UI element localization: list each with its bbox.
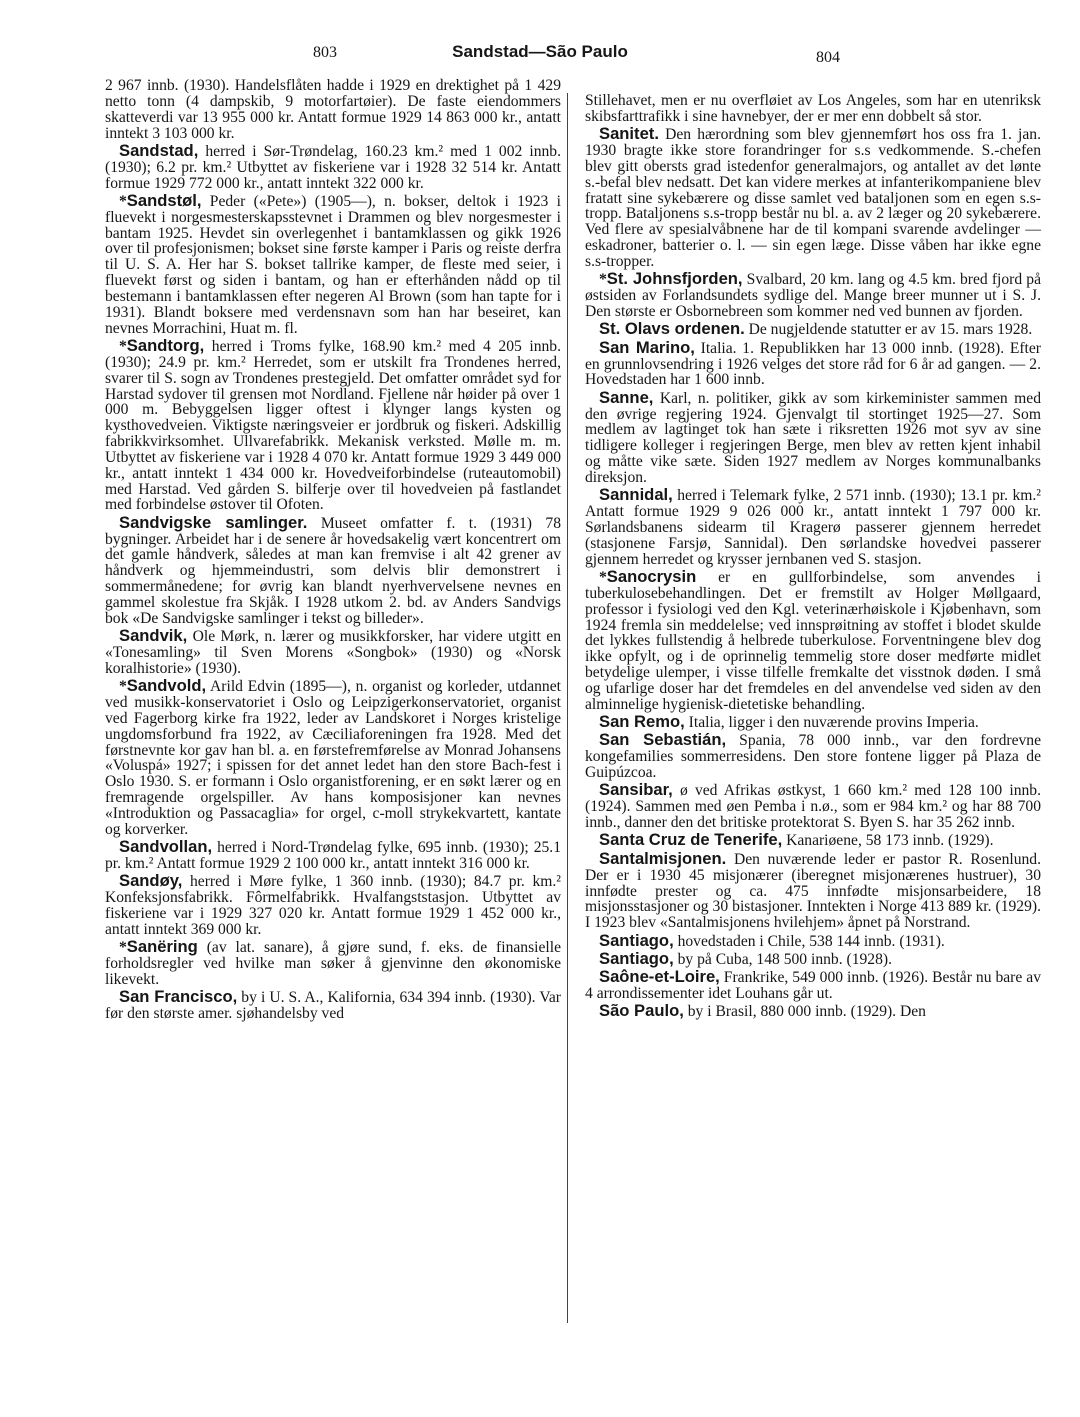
dictionary-entry — [105, 628, 561, 677]
entry-text: Frankrike, 549 000 innb. (1926). Består nu bare av 4 arrondissementer idet Louhans går ut. — [585, 969, 1041, 1003]
dictionary-entry — [105, 939, 561, 988]
entry-text: Kanariøene, 58 173 innb. (1929). — [782, 832, 994, 850]
entry-headword: Santalmisjonen. — [599, 848, 727, 868]
dictionary-entry — [105, 78, 561, 141]
entry-marker: * — [119, 192, 127, 210]
entry-text: hovedstaden i Chile, 538 144 innb. (1931). — [673, 932, 945, 950]
entry-headword: São Paulo, — [599, 1001, 684, 1021]
entry-headword: Sanocrysin — [606, 566, 697, 586]
dictionary-entry — [585, 948, 1041, 968]
dictionary-entry — [585, 337, 1041, 389]
entry-headword: Sanitet. — [599, 124, 659, 144]
dictionary-entry — [585, 93, 1041, 125]
entry-text: Italia. 1. Republikken har 13 000 innb. (1928). Efter en grunnlovsendring i 1926 velges det store råd for 6 år ad gangen. — 2. Hovedstaden har 1 600 innb. — [585, 339, 1041, 389]
dictionary-entry — [105, 512, 561, 627]
entry-headword: St. Johnsfjorden, — [606, 269, 743, 289]
entry-text: herred i Nord-Trøndelag fylke, 695 innb. (1930); 25.1 pr. km.² Antatt formue 1929 2 100 000 kr., antatt inntekt 316 000 kr. — [105, 839, 561, 872]
entry-text: Karl, n. politiker, gikk av som kirkeminister sammen med den øvrige regjering 1924. Gjenvalgt til stortinget 1925—27. Som medlem av lagtinget tok han sæte i riksretten 1926 mot syv av sine tidligere kolleger i regjeringen Berge, men blev av retten kjent inhabil og måtte vike sæte. Siden 1927 medlem av Norges kommunalbanks direksjon. — [585, 389, 1041, 486]
entry-text: Spania, 78 000 innb., var den fordrevne kongefamilies sommerresidens. Den store fontene ligger på Plaza de Guipúzcoa. — [585, 732, 1042, 782]
entry-text: Svalbard, 20 km. lang og 4.5 km. bred fjord på østsiden av Forlandsundets sydlige del. Mange breer munner ut i S. J. Den største er Osbornebreen som kommer ned ved bunnen av fjorden. — [585, 271, 1041, 320]
entry-marker: * — [119, 678, 127, 696]
dictionary-entry — [105, 839, 561, 872]
page-header — [0, 44, 1080, 74]
dictionary-entry — [585, 487, 1041, 567]
dictionary-entry — [585, 1003, 1041, 1020]
entry-text: Museet omfatter f. t. (1931) 78 bygninger. Arbeidet har i de senere år hovedsakelig vært koncentrert om det gamle håndverk, således at man kan fremvise i alt 42 grener av håndverk og hjemmeindustri, som delvis blir demonstrert i sommermånedene; for øvrig kan blandt nyerhvervelsene nevnes en gammel skolestue fra Skjåk. I 1928 utkom 2. bd. av Anders Sandvigs bok «De Sandvigske samlinger i tekst og billeder». — [105, 514, 561, 627]
entry-headword: San Remo, — [599, 712, 685, 732]
entry-headword: San Marino, — [599, 337, 695, 357]
entry-text: herred i Troms fylke, 168.90 km.² med 4 205 innb. (1930); 24.9 pr. km.² Herredet, som er utskilt fra Trondenes herred, svarer til S. sogn av Trondenes prestegjeld. Det omfatter området syd for Harstad sydover til grensen mot Nordland. Fjellene når høider på over 1 000 m. Bebyggelsen ligger oftest i klynger langs kysten og kysthovedveien. Viktigste næringsveier er jordbruk og fiskeri. Adskillig fabrikkvirksomhet. Ullvarefabrikk. Mekanisk verksted. Mølle m. m. Utbyttet av fiskeriene var i 1928 4 070 kr. Antatt formue 1929 3 449 000 kr., antatt inntekt 1 434 000 kr. Hovedveiforbindelse (ruteautomobil) med Harstad. Ved gården S. bilferje over til hovedveien på fastlandet med forbindelse østover til Ofoten. — [105, 338, 561, 514]
dictionary-entry — [585, 969, 1041, 1002]
entry-headword: Santiago, — [599, 930, 674, 950]
dictionary-entry — [585, 732, 1041, 781]
entry-text: Ole Mørk, n. lærer og musikkforsker, har videre utgitt en «Tonesamling» til Sven Morens «Songbok» (1930) og «Norsk koralhistorie» (1930). — [105, 628, 561, 677]
entry-headword: Sanëring — [126, 937, 198, 957]
dictionary-entry — [585, 126, 1041, 270]
entry-text: Den nuværende leder er pastor R. Rosenlund. Der er i 1930 45 misjonærer (iberegnet misjonærenes hustruer), 30 innfødte prester og ca. 475 innfødte misjonsarbeidere, 18 misjonsstasjoner og 30 bistasjoner. Inntekten i Norge 413 889 kr. (1929). I 1923 blev «Santalmisjonens hvilehjem» åpnet på Norstrand. — [585, 850, 1041, 932]
entry-headword: Sandvollan, — [119, 837, 213, 857]
dictionary-entry — [585, 930, 1041, 950]
entry-headword: Sandtorg, — [126, 336, 205, 355]
entry-headword: Sandstad, — [119, 140, 199, 160]
entry-text: De nugjeldende statutter er av 15. mars 1928. — [744, 321, 1033, 339]
dictionary-entry — [585, 387, 1041, 486]
dictionary-entry — [105, 338, 561, 513]
entry-text: by på Cuba, 148 500 innb. (1928). — [673, 950, 892, 968]
entry-headword: San Sebastián, — [599, 730, 727, 750]
entry-headword: San Francisco, — [119, 987, 238, 1007]
entry-headword: Sannidal, — [599, 485, 673, 505]
entry-headword: Sandstøl, — [126, 190, 202, 210]
entry-headword: Santa Cruz de Tenerife, — [599, 830, 783, 850]
entry-headword: Sanne, — [599, 387, 654, 407]
entry-text: Arild Edvin (1895—), n. organist og korleder, utdannet ved musikk-konservatoriet i Oslo og Leipzigerkonservatoriet, organist ved Fagerborg kirke fra 1922, leder av Landskoret i Norges kristelige ungdomsforbund fra 1922, av Cæciliaforeningen fra 1928. Med det førstnevnte kor gav han bl. a. en førstefremførelse av Monrad Johansens «Voluspá» 1927; i spissen for det annet ledet han den store Bach-fest i Oslo 1930. S. er formann i Oslo organistforening, er en søkt lærer og en fremragende orgelspiller. Av hans komposisjoner kan nevnes «Introduktion og Passacaglia» for orgel, c-moll strykekvartett, kantate og korverker. — [105, 678, 561, 838]
entry-marker: * — [119, 939, 127, 957]
dictionary-entry — [585, 832, 1041, 849]
entry-text: Den hærordning som blev gjennemført hos oss fra 1. jan. 1930 bragte ikke store forandringer for s.s vedkommende. S.-chefen blev gitt obersts grad istedenfor generalmajors, og antallet av det lønte s.-befal blev nedsatt. Det kan videre merkes at infanterikompaniene blev fratatt sine sykebærere og disse samlet ved bataljonen som en egen s.s-tropp. Bataljonens s.s-tropp består nu bl. a. av 2 læger og 20 sykebærere. Ved flere av spesialvåbnene har de til kompani svarende avdelinger — eskadroner, batterier o. l. — sin egen læge. Disse våben har ikke egne s.s-tropper. — [585, 126, 1041, 270]
dictionary-entry — [585, 566, 1041, 713]
entry-marker: * — [599, 568, 607, 586]
dictionary-entry — [585, 848, 1041, 932]
entry-text: herred i Telemark fylke, 2 571 innb. (1930); 13.1 pr. km.² Antatt formue 1929 9 026 000 kr., antatt inntekt 1 797 000 kr. Sørlandsbanens sidearm til Kragerø passerer gjennem herredet (stasjonene Farsjø, Sannidal). Den sørlandske hovedvei passerer gjennem herredet og krysser jernbanen ved S. stasjon. — [585, 487, 1041, 568]
entry-text: herred i Møre fylke, 1 360 innb. (1930); 84.7 pr. km.² Konfeksjonsfabrikk. Fôrmelfabrikk. Hvalfangststasjon. Utbyttet av fiskeriene var i 1929 327 020 kr. Antatt formue 1929 1 452 000 kr., antatt inntekt 369 000 kr. — [105, 873, 561, 938]
entry-headword: Sandvold, — [126, 676, 207, 696]
left-column — [105, 78, 561, 1023]
dictionary-entry — [585, 782, 1041, 831]
dictionary-entry — [585, 714, 1041, 731]
entry-headword: Sansibar, — [599, 780, 673, 800]
entry-text: ø ved Afrikas østkyst, 1 660 km.² med 128 100 innb. (1924). Sammen med øen Pemba i n.ø., som er 984 km.² og har 88 700 innb., danner den det britiske protektorat S. Byen S. har 35 262 innb. — [585, 782, 1041, 832]
entry-headword: Santiago, — [599, 948, 674, 968]
entry-text: Peder («Pete») (1905—), n. bokser, deltok i 1923 i fluevekt i norgesmesterskapsstevnet i Drammen og blev norgesmester i bantam 1925. Hevdet sin overlegenhet i bantamklassen og gikk 1926 over til profesjonismen; bokset sine første kamper i Paris og reiste derfra til U. S. A. Her har S. bokset tallrike kamper, de fleste med seier, i fluevekt først og siden i bantam, og han er efterhånden nådd op til bestemann i bantamklassen efter negeren Al Brown (som han tapte for i 1931). Blandt boksere med verdensnavn som han har beseiret, kan nevnes Morrachini, Huat m. fl. — [105, 192, 561, 337]
entry-headword: St. Olavs ordenen. — [599, 319, 745, 339]
dictionary-entry — [585, 271, 1041, 320]
entry-headword: Sandvik, — [119, 626, 188, 646]
dictionary-entry — [105, 989, 561, 1022]
entry-text: herred i Sør-Trøndelag, 160.23 km.² med 1 002 innb. (1930); 6.2 pr. km.² Utbyttet av fiskeriene var i 1928 32 514 kr. Antatt formue 1929 772 000 kr., antatt inntekt 322 000 kr. — [105, 142, 561, 192]
entry-text: er en gullforbindelse, som anvendes i tuberkulosebehandlingen. Det er fremstilt av Holger Møllgaard, professor i fysiologi ved den Kgl. veterinærhøiskole i Kjøbenhavn, som 1924 fremla sin meddelelse; ved innsprøitning av stoffet i blodet skulde det lykkes fullstendig å helbrede tuberkulose. Forventningene blev dog ikke opfylt, og i de oprinnelig temmelig store doser medførte midlet betydelige ulemper, i visse tilfelle fremkalte det visstnok døden. I små og ufarlige doser har det fremdeles en del anvendelse ved siden av den alminnelige hygienisk-dietetiske behandling. — [585, 568, 1041, 713]
entry-text: Stillehavet, men er nu overfløiet av Los Angeles, som har en utenriksk skibsfarttrafikk i sine havnebyer, der er mer enn dobbelt så stor. — [585, 92, 1041, 125]
entry-text: by i U. S. A., Kalifornia, 634 394 innb. (1930). Var før den største amer. sjøhandelsby ved — [105, 989, 561, 1023]
dictionary-entry — [585, 321, 1041, 338]
entry-text: Italia, ligger i den nuværende provins Imperia. — [684, 714, 979, 732]
dictionary-entry — [105, 873, 561, 937]
page-number-left: 803 — [313, 44, 337, 61]
column-divider — [567, 93, 568, 1323]
entry-headword: Saône-et-Loire, — [599, 967, 720, 987]
entry-text: (av lat. sanare), å gjøre sund, f. eks. de finansielle forholdsregler ved hvilke man søker å gjenvinne den økonomiske likevekt. — [105, 939, 561, 988]
entry-headword: Sandøy, — [119, 871, 183, 891]
entry-text: 2 967 innb. (1930). Handelsflåten hadde i 1929 en drektighet på 1 429 netto tonn (4 dampskib, 9 motorfartøier). De faste eiendommers skatteverdi var 13 955 000 kr. Antatt formue 1929 14 863 000 kr., antatt inntekt 3 103 000 kr. — [105, 77, 561, 142]
dictionary-entry — [105, 140, 561, 192]
right-column — [585, 93, 1041, 1022]
running-title: Sandstad—São Paulo — [452, 42, 628, 61]
entry-marker: * — [119, 338, 127, 355]
dictionary-entry — [105, 678, 561, 837]
dictionary-entry — [105, 190, 561, 337]
entry-text: by i Brasil, 880 000 innb. (1929). Den — [683, 1003, 926, 1021]
page-number-right: 804 — [816, 49, 840, 66]
entry-headword: Sandvigske samlinger. — [119, 512, 308, 532]
entry-marker: * — [599, 271, 607, 289]
